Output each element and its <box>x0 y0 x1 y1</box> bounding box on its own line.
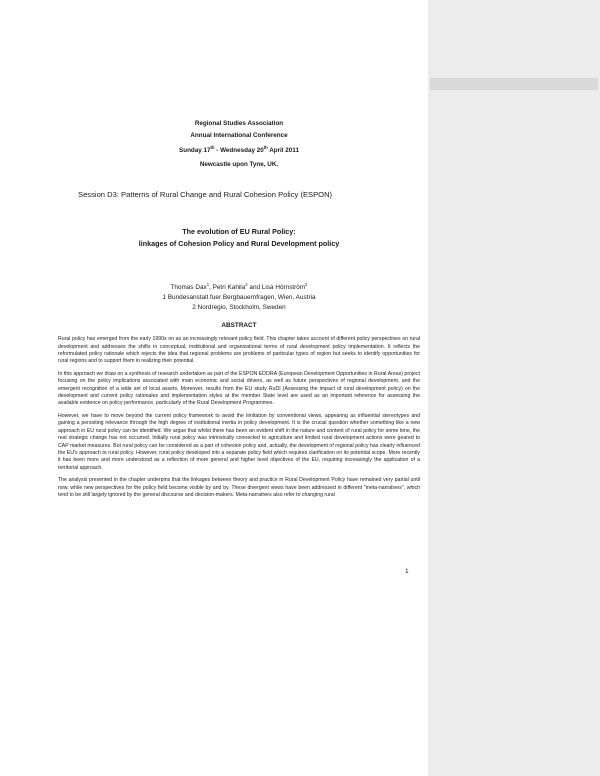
date-post: April 2011 <box>267 147 299 155</box>
date-pre: Sunday 17 <box>179 147 211 155</box>
date-sup-1: th <box>210 145 215 150</box>
abstract-paragraph-4: The analysis presented in the chapter underpins that the linkages between theory and practice in Rural Development Policy have remained very partial until now, while new perspectives for the policy field become visible by and by. These divergent views have been addressed in different "meta-narratives", which tend to be still largely ignored by the general discourse and decision-makers. Meta-narratives also refer to changing rural <box>58 477 420 498</box>
abstract-paragraph-1: Rural policy has emerged from the early 1990s on as an increasingly relevant policy field. This chapter takes account of different policy perspectives on rural development and addresses the shifts in conceptual, institutional and organizational terms of rural development policy implementation. It reflects the reformulated policy rationale which rejects the idea that regional problems are problems of particular types of region but seeks to identify opportunities for rural regions and to support them in realizing their potential. <box>58 336 420 365</box>
date-mid: - Wednesday 20 <box>214 147 264 155</box>
affiliation-1: 1 Bundesanstalt fuer Bergbauernfragen, Wien, Austria <box>162 294 316 302</box>
conference-location: Newcastle upon Tyne, UK. <box>199 161 279 169</box>
author-3-sup: 2 <box>305 282 308 288</box>
authors-block <box>58 280 420 313</box>
conference-block <box>58 118 420 171</box>
conference-date <box>58 142 420 157</box>
abstract-paragraph-3: However, we have to move beyond the current policy framework to avoid the limitation by conventional views, appearing as influential stereotypes and gaining a persisting relevance through the high degree of institutional inertia in policy development. It is the crucial question whether something like a new approach in EU rural policy can be identified. We argue that whilst there has been an evident shift in the nature and content of rural policy for some time, the real strategic change has not occurred. Initially rural policy was intrinsically connected to agriculture and limited rural development actions were geared to CAP market measures. But rural policy can be considered as a part of cohesion policy and, actually, the development of regional policy has clearly influenced the EU's approach to rural policy. However, rural policy developed into a separate policy field which requires clarification on its potential scope. More recently it has been more and more understood as a reflection of more general and higher level objectives of the EU, requiring increasingly the application of a territorial approach. <box>58 412 420 471</box>
date-sup-2: th <box>263 145 268 150</box>
abstract-paragraph-2: In this approach we draw on a synthesis of research undertaken as part of the ESPON EDORA (European Development Opportunities in Rural Areas) project focusing on the policy implications associated with main economic and social drivers, as well as future perspectives of regional development, and the emergent recognition of a wide set of local assets. Moreover, results from the EU study RuDI (Assessing the impact of rural development policy) on the development and current policy rationales and implementation styles at the member State level are used as an important reference for assessing the available evidence on policy performance, particularly of the Rural Development Programmes. <box>58 370 420 407</box>
author-1-sup: 1 <box>206 282 210 288</box>
session-title: Session D3: Patterns of Rural Change and Rural Cohesion Policy (ESPON) <box>78 190 333 200</box>
page-number: 1 <box>405 568 409 575</box>
author-2-sup: 2 <box>245 282 248 288</box>
title-line-1: The evolution of EU Rural Policy: <box>182 227 296 237</box>
paper-title <box>58 226 420 250</box>
title-line-2: linkages of Cohesion Policy and Rural Development policy <box>138 239 340 249</box>
author-3: and Lisa Hörnström <box>247 284 306 292</box>
author-1: Thomas Dax <box>170 284 207 292</box>
comment-pane <box>428 0 600 776</box>
comment-marker[interactable] <box>430 78 598 90</box>
document-body <box>58 118 420 499</box>
conference-event: Annual International Conference <box>190 132 288 139</box>
author-names <box>58 280 420 293</box>
affiliation-2: 2 Nordregio, Stockholm, Sweden <box>192 304 286 312</box>
conference-org: Regional Studies Association <box>194 120 284 127</box>
author-2: , Petri Kahila <box>209 284 246 292</box>
abstract-heading: ABSTRACT <box>221 322 257 330</box>
